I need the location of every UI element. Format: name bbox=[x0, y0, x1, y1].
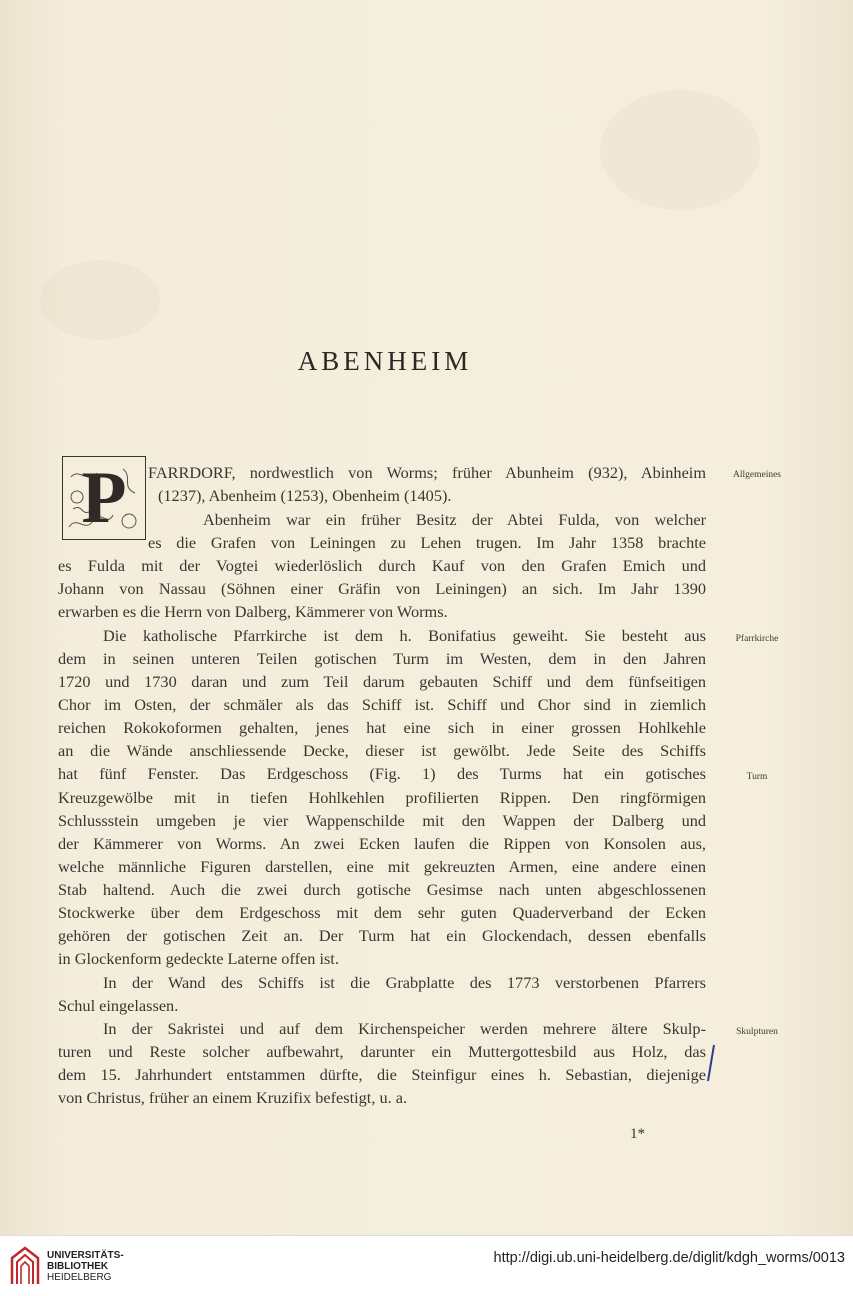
source-url-link[interactable]: http://digi.ub.uni-heidelberg.de/diglit/kdgh_worms/0013 bbox=[493, 1250, 845, 1266]
text-line: Stockwerke über dem Erdgeschoss mit dem sehr guten Quaderverband der Ecken bbox=[58, 903, 706, 922]
text-line: FARRDORF, nordwestlich von Worms; früher Abunheim (932), Abinheim bbox=[148, 463, 706, 482]
text-line: erwarben es die Herrn von Dalberg, Kämmerer von Worms. bbox=[58, 602, 448, 621]
margin-note-pfarrkirche: Pfarrkirche bbox=[735, 634, 779, 644]
margin-note-skulpturen: Skulpturen bbox=[736, 1027, 778, 1037]
margin-note-allgemeines: Allgemeines bbox=[732, 470, 781, 480]
drop-cap-letter: P bbox=[81, 457, 127, 539]
viewer-footer bbox=[0, 1235, 853, 1296]
library-logo-icon[interactable] bbox=[8, 1244, 42, 1288]
text-line: Die katholische Pfarrkirche ist dem h. Bonifatius geweiht. Sie besteht aus bbox=[103, 626, 706, 645]
text-line: Johann von Nassau (Söhnen einer Gräfin von Leiningen) an sich. Im Jahr 1390 bbox=[58, 579, 706, 598]
margin-note-turm: Turm bbox=[746, 772, 768, 782]
text-line: Abenheim war ein früher Besitz der Abtei Fulda, von welcher bbox=[203, 510, 706, 529]
text-line: In der Wand des Schiffs ist die Grabplatte des 1773 verstorbenen Pfarrers bbox=[103, 973, 706, 992]
text-line: es die Grafen von Leiningen zu Lehen trugen. Im Jahr 1358 brachte bbox=[148, 533, 706, 552]
text-line: hat fünf Fenster. Das Erdgeschoss (Fig. 1) des Turms hat ein gotisches bbox=[58, 764, 706, 783]
pencil-mark-icon bbox=[704, 1043, 718, 1083]
text-line: es Fulda mit der Vogtei wiederlöslich durch Kauf von den Grafen Emich und bbox=[58, 556, 706, 575]
text-line: in Glockenform gedeckte Laterne offen ist. bbox=[58, 949, 339, 968]
text-line: Kreuzgewölbe mit in tiefen Hohlkehlen profilierten Rippen. Den ringförmigen bbox=[58, 788, 706, 807]
text-line: Schul eingelassen. bbox=[58, 996, 179, 1015]
page-title: ABENHEIM bbox=[297, 346, 473, 376]
text-line: In der Sakristei und auf dem Kirchenspeicher werden mehrere ältere Skulp- bbox=[103, 1019, 706, 1038]
text-line: reichen Rokokoformen gehalten, jenes hat eine sich in einer grossen Hohlkehle bbox=[58, 718, 706, 737]
text-line: Stab haltend. Auch die zwei durch gotische Gesimse nach unten abgeschlossenen bbox=[58, 880, 706, 899]
text-line: turen und Reste solcher aufbewahrt, darunter ein Muttergottesbild aus Holz, das bbox=[58, 1042, 706, 1061]
text-line: dem in seinen unteren Teilen gotischen Turm im Westen, dem in den Jahren bbox=[58, 649, 706, 668]
text-line: der Kämmerer von Worms. An zwei Ecken laufen die Rippen von Konsolen aus, bbox=[58, 834, 706, 853]
text-line: dem 15. Jahrhundert entstammen dürfte, die Steinfigur eines h. Sebastian, diejenige bbox=[58, 1065, 706, 1084]
ornamental-drop-cap bbox=[62, 456, 146, 540]
text-line: an die Wände anschliessende Decke, dieser ist gewölbt. Jede Seite des Schiffs bbox=[58, 741, 706, 760]
text-line: von Christus, früher an einem Kruzifix befestigt, u. a. bbox=[58, 1088, 408, 1107]
text-line: (1237), Abenheim (1253), Obenheim (1405). bbox=[158, 486, 452, 505]
text-line: 1720 und 1730 daran und zum Teil darum gebauten Schiff und dem fünfseitigen bbox=[58, 672, 706, 691]
text-line: gehören der gotischen Zeit an. Der Turm hat ein Glockendach, dessen ebenfalls bbox=[58, 926, 706, 945]
text-line: welche männliche Figuren darstellen, eine mit gekreuzten Armen, eine andere einen bbox=[58, 857, 706, 876]
library-name[interactable]: UNIVERSITÄTS- BIBLIOTHEK HEIDELBERG bbox=[47, 1250, 124, 1283]
page-number: 1* bbox=[630, 1126, 645, 1142]
text-line: Chor im Osten, der schmäler als das Schiff ist. Schiff und Chor sind in ziemlich bbox=[58, 695, 706, 714]
text-line: Schlussstein umgeben je vier Wappenschilde mit den Wappen der Dalberg und bbox=[58, 811, 706, 830]
